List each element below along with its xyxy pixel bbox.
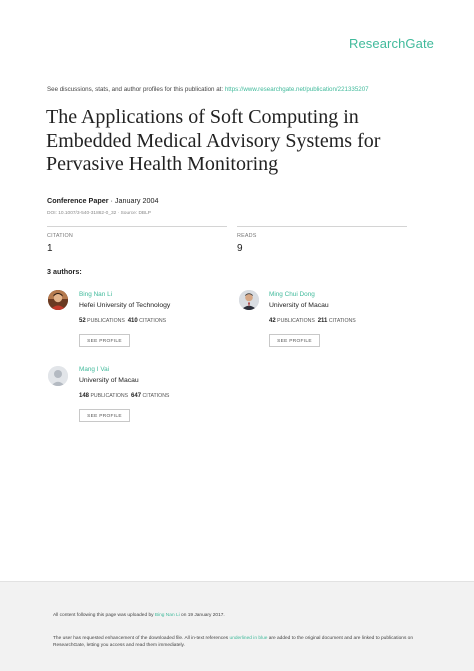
author-name[interactable]: Mang I Vai (79, 366, 110, 373)
divider (47, 226, 227, 227)
footer (0, 581, 474, 671)
avatar[interactable] (48, 366, 68, 386)
upload-note-text: All content following this page was uploaded by (53, 613, 155, 618)
publications-label: PUBLICATIONS (90, 393, 129, 399)
citations-label: CITATIONS (139, 318, 167, 324)
paper-type: Conference Paper (47, 196, 109, 205)
doi-source: DOI: 10.1007/3-540-31862-0_32 · Source: DBLP (47, 211, 151, 216)
enhancement-text-end: are added to the original document and are linked to publications on ResearchGate, letting you access and read them immediately. (53, 636, 414, 648)
publications-label: PUBLICATIONS (87, 318, 125, 324)
see-profile-button[interactable]: SEE PROFILE (79, 334, 130, 347)
paper-type-line (47, 196, 158, 205)
see-profile-button[interactable]: SEE PROFILE (79, 409, 130, 422)
publications-count: 148 (79, 393, 90, 399)
enhancement-note (53, 635, 433, 649)
avatar[interactable] (239, 290, 259, 310)
publications-count: 52 (79, 318, 86, 324)
see-profile-button[interactable]: SEE PROFILE (269, 334, 320, 347)
citations-count: 410 (127, 318, 138, 324)
author-institution: University of Macau (79, 377, 139, 384)
intro-text: See discussions, stats, and author profiles for this publication at: (47, 86, 225, 93)
avatar[interactable] (48, 290, 68, 310)
uploader-link[interactable]: Bing Nan Li (154, 613, 180, 618)
researchgate-logo[interactable]: ResearchGate (348, 36, 434, 51)
citations-count: 211 (317, 318, 328, 324)
upload-date: on 19 January 2017. (179, 613, 225, 618)
author-photo-icon (239, 290, 259, 310)
upload-note (53, 613, 225, 618)
publications-label: PUBLICATIONS (277, 318, 315, 324)
author-institution: Hefei University of Technology (79, 302, 171, 309)
citations-label: CITATIONS (142, 393, 170, 399)
citations-count: 647 (131, 393, 142, 399)
author-name[interactable]: Ming Chui Dong (269, 291, 315, 298)
enhancement-text: The user has requested enhancement of the downloaded file. All in-text references (53, 636, 230, 641)
author-photo-icon (48, 290, 68, 310)
citations-label: CITATIONS (328, 318, 356, 324)
author-name[interactable]: Bing Nan Li (79, 291, 113, 298)
underlined-link[interactable]: underlined in blue (229, 636, 268, 641)
publications-count: 42 (269, 318, 276, 324)
publication-intro (47, 86, 447, 93)
default-avatar-icon (48, 366, 68, 386)
authors-heading: 3 authors: (47, 267, 82, 276)
reads-count: 9 (237, 243, 243, 254)
author-metrics (269, 318, 356, 324)
citation-count: 1 (47, 243, 53, 254)
paper-date: · January 2004 (108, 196, 159, 205)
author-institution: University of Macau (269, 302, 329, 309)
paper-title: The Applications of Soft Computing in Embedded Medical Advisory Systems for Pervasive Health Monitoring (46, 106, 381, 175)
publication-link[interactable]: https://www.researchgate.net/publication/221335207 (224, 86, 369, 93)
author-metrics (79, 393, 169, 399)
divider (237, 226, 407, 227)
reads-label: READS (237, 233, 257, 239)
citation-label: CITATION (47, 233, 73, 239)
author-metrics (79, 318, 166, 324)
